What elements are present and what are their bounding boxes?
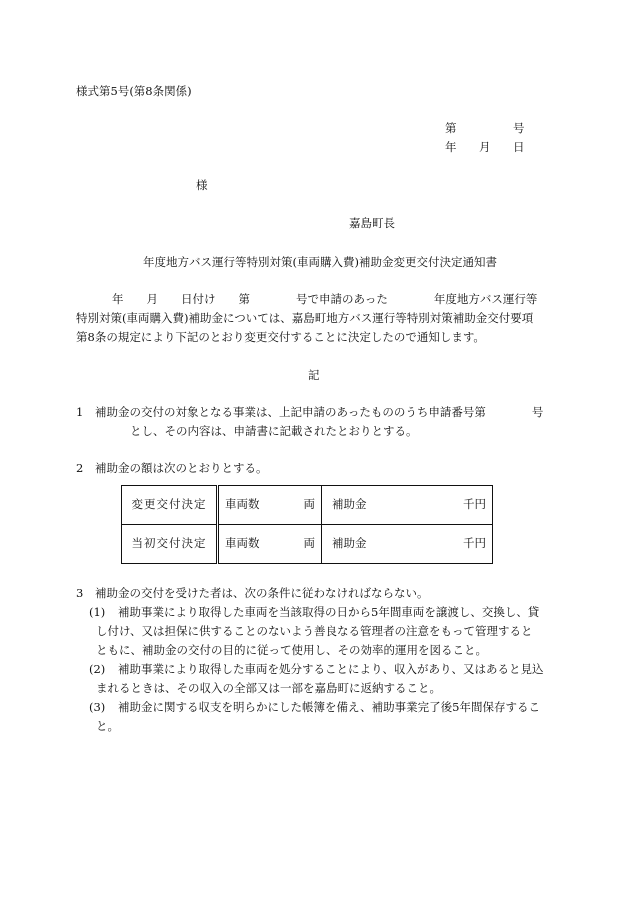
subsidy-label: 補助金 (332, 497, 367, 512)
form-label: 様式第5号(第8条関係) (76, 84, 192, 98)
vehicles-unit: 両 (303, 536, 315, 551)
subsidy-unit: 千円 (463, 536, 486, 551)
item-2-number: 2 (76, 461, 84, 475)
condition-1-marker: (1) (89, 605, 106, 619)
document-number-prefix: 第 (445, 121, 457, 135)
subsidy-label: 補助金 (332, 536, 367, 551)
date-year: 年 (445, 140, 457, 154)
table-row (122, 486, 493, 525)
document-number-suffix: 号 (513, 121, 525, 135)
subsidy-amount-table (121, 485, 493, 564)
body-line: 年 月 日付け 第 号で申請のあった 年度地方バス運行等 (112, 292, 538, 306)
body-paragraph (76, 294, 556, 351)
condition-3-marker: (3) (89, 700, 106, 714)
condition-2-line: まれるときは、その収入の全部又は一部を嘉島町に返納すること。 (96, 681, 441, 695)
vehicles-cell (218, 525, 322, 564)
date-day: 日 (513, 140, 525, 154)
subsidy-unit: 千円 (463, 497, 486, 512)
condition-2-marker: (2) (89, 662, 106, 676)
vehicles-label: 車両数 (225, 497, 260, 512)
condition-2-line: 補助事業により取得した車両を処分することにより、収入があり、又はあると見込 (118, 662, 544, 676)
ki-heading: 記 (308, 368, 320, 382)
table-row (122, 525, 493, 564)
condition-3-line: と。 (96, 719, 119, 733)
item-1-line: 補助金の交付の対象となる事業は、上記申請のあったもののうち申請番号第 号 (95, 405, 544, 419)
issuer: 嘉島町長 (349, 216, 395, 230)
condition-1-line: 補助事業により取得した車両を当該取得の日から5年間車両を譲渡し、交換し、貸 (118, 605, 540, 619)
item-1-number: 1 (76, 405, 84, 419)
subsidy-cell (322, 525, 493, 564)
condition-1-line: し付け、又は担保に供することのないよう善良なる管理者の注意をもって管理すると (96, 624, 533, 638)
row-head-changed: 変更交付決定 (122, 486, 218, 525)
vehicles-cell (218, 486, 322, 525)
item-2-text: 補助金の額は次のとおりとする。 (95, 461, 268, 475)
vehicles-unit: 両 (303, 497, 315, 512)
row-head-initial: 当初交付決定 (122, 525, 218, 564)
condition-1-line: ともに、補助金の交付の目的に従って使用し、その効率的運用を図ること。 (96, 643, 487, 657)
item-3-text: 補助金の交付を受けた者は、次の条件に従わなければならない。 (95, 586, 429, 600)
condition-3-line: 補助金に関する収支を明らかにした帳簿を備え、補助事業完了後5年間保存するこ (118, 700, 541, 714)
body-line: 第8条の規定により下記のとおり変更交付することに決定したので通知します。 (76, 330, 485, 344)
item-1-line: とし、その内容は、申請書に記載されたとおりとする。 (130, 424, 418, 438)
date-month: 月 (479, 140, 491, 154)
item-3-number: 3 (76, 586, 84, 600)
body-line: 特別対策(車両購入費)補助金については、嘉島町地方バス運行等特別対策補助金交付要項 (76, 311, 534, 325)
addressee: 様 (196, 178, 208, 192)
vehicles-label: 車両数 (225, 536, 260, 551)
subsidy-cell (322, 486, 493, 525)
document-title: 年度地方バス運行等特別対策(車両購入費)補助金変更交付決定通知書 (143, 255, 497, 269)
